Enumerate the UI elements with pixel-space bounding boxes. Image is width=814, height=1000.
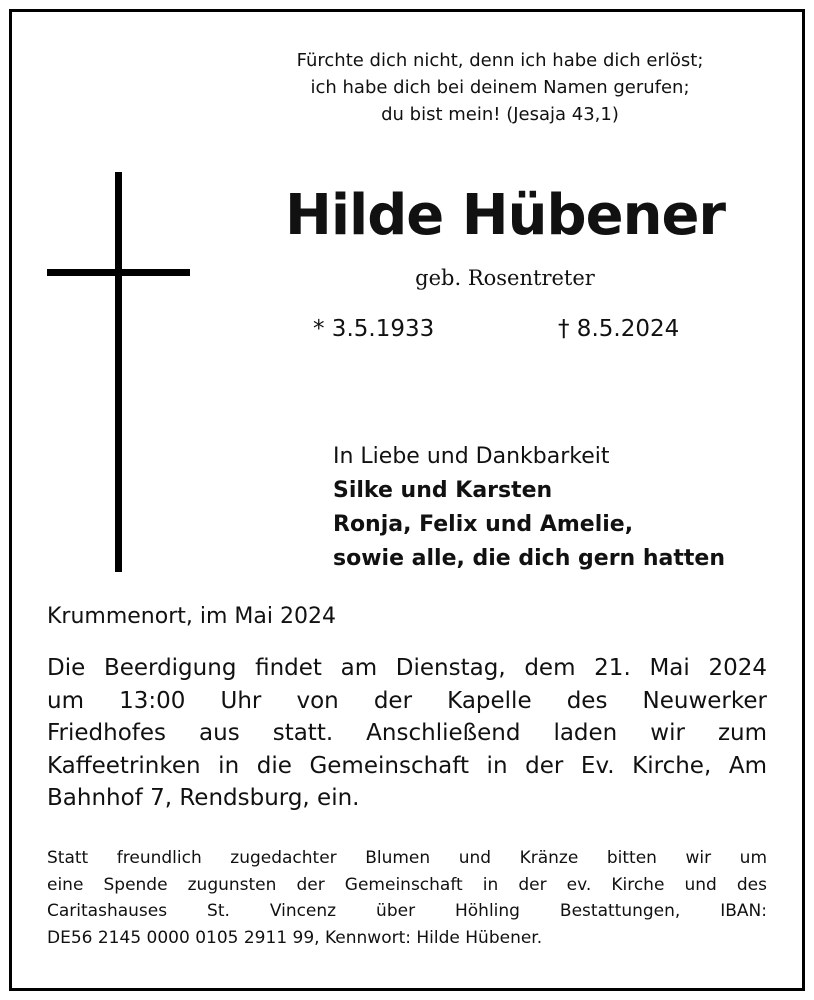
- verse-line: du bist mein! (Jesaja 43,1): [381, 104, 619, 125]
- death-date: † 8.5.2024: [558, 316, 680, 342]
- funeral-notice: [47, 652, 767, 815]
- verse-line: ich habe dich bei deinem Namen gerufen;: [310, 77, 690, 98]
- mourners-intro: In Liebe und Dankbarkeit: [333, 444, 610, 469]
- donation-line: Statt freundlich zugedachter Blumen und Kränze bitten wir um: [47, 848, 767, 868]
- donation-line: Caritashauses St. Vincenz über Höhling Bestattungen, IBAN:: [47, 901, 767, 921]
- cross-vertical-bar: [115, 172, 122, 572]
- bible-verse: [200, 47, 800, 128]
- place-date: Krummenort, im Mai 2024: [47, 604, 336, 629]
- mourner-line: sowie alle, die dich gern hatten: [333, 546, 726, 571]
- funeral-line: Bahnhof 7, Rendsburg, ein.: [47, 785, 360, 811]
- mourner-line: Silke und Karsten: [333, 478, 553, 503]
- donation-line: DE56 2145 0000 0105 2911 99, Kennwort: Hilde Hübener.: [47, 927, 543, 948]
- funeral-line: Kaffeetrinken in die Gemeinschaft in der Ev. Kirche, Am: [47, 752, 767, 779]
- funeral-line: Friedhofes aus statt. Anschließend laden wir zum: [47, 720, 767, 746]
- donation-notice: [47, 845, 767, 951]
- mourner-line: Ronja, Felix und Amelie,: [333, 512, 634, 537]
- birth-date: * 3.5.1933: [313, 316, 435, 342]
- mourners-block: [333, 440, 725, 576]
- cross-horizontal-bar: [47, 269, 190, 276]
- funeral-line: Die Beerdigung findet am Dienstag, dem 21. Mai 2024: [47, 655, 767, 681]
- donation-line: eine Spende zugunsten der Gemeinschaft in der ev. Kirche und des: [47, 874, 767, 895]
- deceased-name: Hilde Hübener: [284, 183, 726, 248]
- funeral-line: um 13:00 Uhr von der Kapelle des Neuwerker: [47, 687, 767, 714]
- maiden-name: geb. Rosentreter: [415, 266, 595, 290]
- verse-line: Fürchte dich nicht, denn ich habe dich erlöst;: [296, 50, 704, 71]
